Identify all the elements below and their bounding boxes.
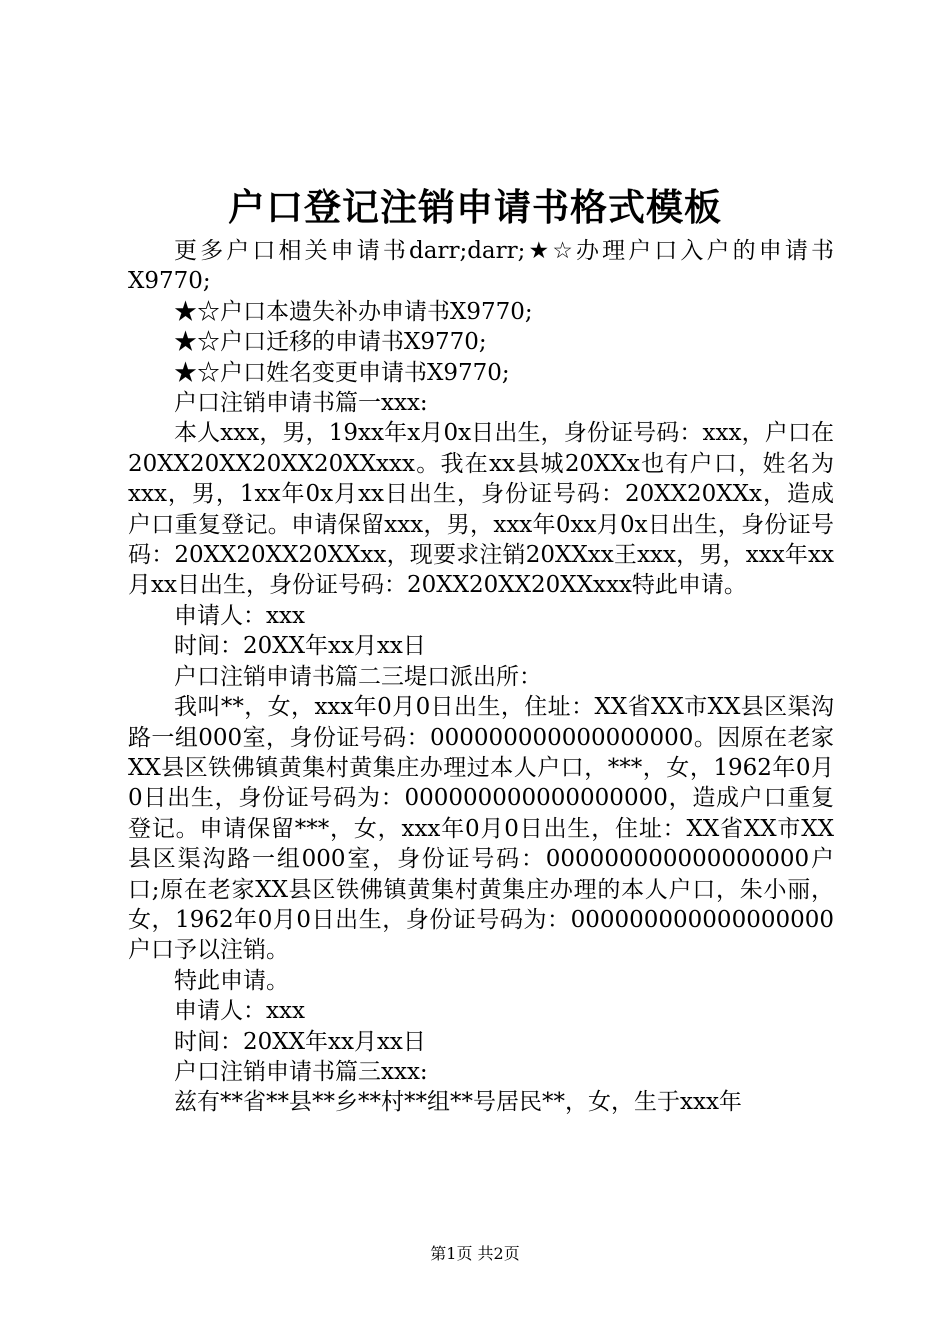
document-title: 户口登记注销申请书格式模板	[228, 185, 722, 229]
paragraph: 时间：20XX年xx月xx日	[174, 633, 426, 660]
paragraph: 时间：20XX年xx月xx日	[174, 1028, 426, 1055]
paragraph: ★☆户口迁移的申请书X9770;	[174, 329, 487, 356]
paragraph: 申请人：xxx	[174, 602, 305, 629]
paragraph: 户口注销申请书篇三xxx:	[174, 1058, 428, 1085]
paragraph: 特此申请。	[174, 967, 289, 994]
paragraph: 更多户口相关申请书darr;darr;★☆办理户口入户的申请书X9770;	[128, 238, 834, 295]
paragraph: 本人xxx，男，19xx年x月0x日出生，身份证号码：xxx，户口在20XX20XX20XX20XXxxx。我在xx县城20XXx也有户口，姓名为xxx，男，1xx年0x月xx日出生，身份证号码：20XX20XXx，造成户口重复登记。申请保留xxx，男，xxx年0xx月0x日出生，身份证号码：20XX20XX20XXxx，现要求注销20XXxx王xxx，男，xxx年xx月xx日出生，身份证号码：20XX20XX20XXxxx特此申请。	[128, 420, 834, 599]
paragraph: ★☆户口本遗失补办申请书X9770;	[174, 298, 533, 325]
document-body	[128, 236, 834, 1118]
paragraph: 申请人：xxx	[174, 998, 305, 1025]
paragraph: 我叫**，女，xxx年0月0日出生，住址：XX省XX市XX县区渠沟路一组000室，身份证号码：000000000000000000。因原在老家XX县区铁佛镇黄集村黄集庄办理过本人户口，***，女，1962年0月0日出生，身份证号码为：000000000000000000，造成户口重复登记。申请保留***，女，xxx年0月0日出生，住址：XX省XX市XX县区渠沟路一组000室，身份证号码：000000000000000000户口;原在老家XX县区铁佛镇黄集村黄集庄办理的本人户口，朱小丽，女，1962年0月0日出生，身份证号码为：000000000000000000户口予以注销。	[128, 694, 834, 964]
paragraph: ★☆户口姓名变更申请书X9770;	[174, 359, 510, 386]
paragraph: 户口注销申请书篇一xxx:	[174, 390, 428, 417]
paragraph: 户口注销申请书篇二三堤口派出所：	[174, 663, 542, 690]
paragraph: 兹有**省**县**乡**村**组**号居民**，女，生于xxx年	[174, 1089, 742, 1116]
page-footer: 第1页 共2页	[430, 1244, 520, 1263]
